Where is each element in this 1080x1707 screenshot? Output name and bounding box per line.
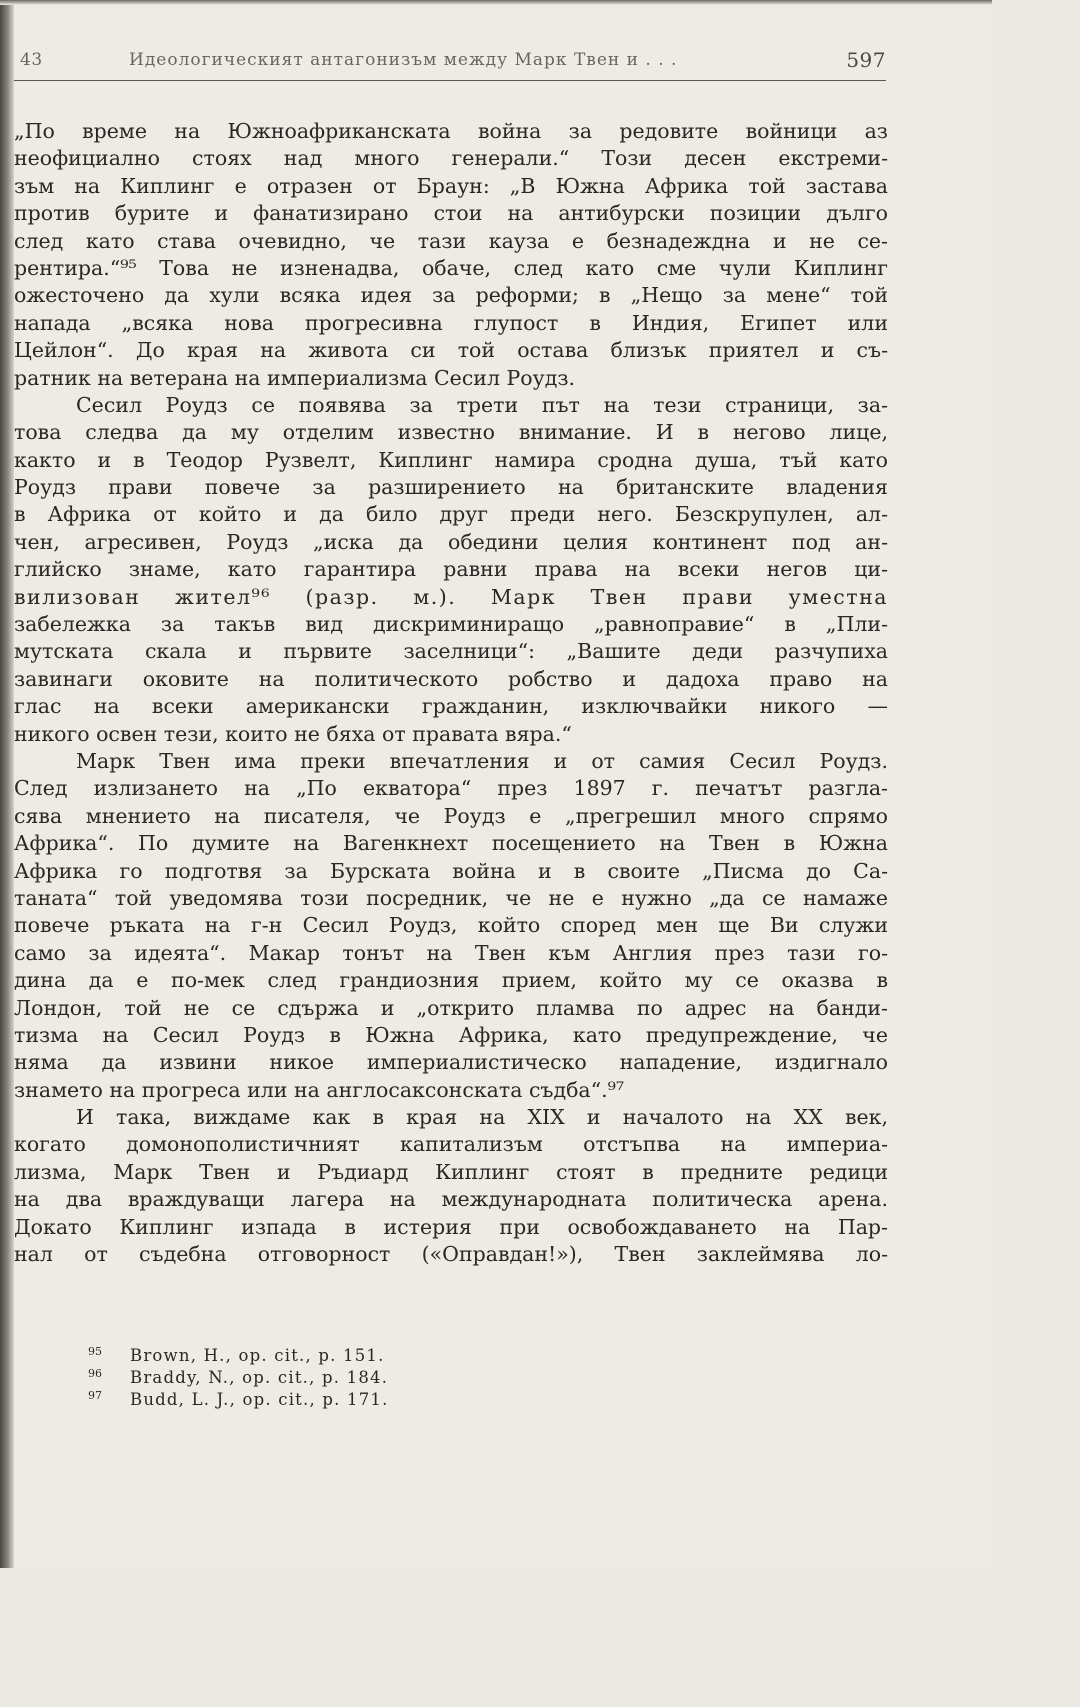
text-line: тизма на Сесил Роудз в Южна Африка, като предупреждение, че xyxy=(14,1022,888,1047)
text-line: дина да е по-мек след грандиозния прием, който му се оказва в xyxy=(14,968,888,993)
page-binding-edge xyxy=(0,0,14,1568)
text-line: напада „всяка нова прогресивна глупост в Индия, Египет или xyxy=(14,310,888,335)
text-line: Роудз прави повече за разширението на британските владения xyxy=(14,475,888,500)
text-line: лизма, Марк Твен и Ръдиард Киплинг стоят в предните редици xyxy=(14,1159,888,1184)
footnote xyxy=(14,1367,888,1389)
footnote-text: Brown, H., op. cit., p. 151. xyxy=(130,1346,385,1365)
text-line: мутската скала и първите заселници“: „Вашите деди разчупиха xyxy=(14,639,888,664)
footnote xyxy=(14,1345,888,1367)
text-line: Африка“. По думите на Вагенкнехт посещението на Твен в Южна xyxy=(14,831,888,856)
text-line: ожесточено да хули всяка идея за реформи; в „Нещо за мене“ той xyxy=(14,283,888,308)
text-line: чен, агресивен, Роудз „иска да обедини целия континент под ан- xyxy=(14,529,888,554)
text-line: забележка за такъв вид дискриминиращо „равноправие“ в „Пли- xyxy=(14,612,888,637)
text-line: знамето на прогреса или на англосаксонската съдба“.⁹⁷ xyxy=(14,1077,625,1102)
text-line: глийско знаме, като гарантира равни права на всеки негов ци- xyxy=(14,557,888,582)
footnotes xyxy=(14,1345,888,1411)
paragraph-start-line: Сесил Роудз се появява за трети път на тези страници, за- xyxy=(76,392,888,417)
text-line: рентира.“⁹⁵ Това не изненадва, обаче, след като сме чули Киплинг xyxy=(14,255,888,280)
text-line: След излизането на „По екватора“ през 1897 г. печатът разгла- xyxy=(14,776,888,801)
text-line: на два враждуващи лагера на международната политическа арена. xyxy=(14,1187,888,1212)
text-line: повече ръката на г-н Сесил Роудз, който според мен ще Ви служи xyxy=(14,913,888,938)
text-line: вилизован жител⁹⁶ (разр. м.). Марк Твен прави уместна xyxy=(14,584,888,609)
text-line: Цейлон“. До края на живота си той остава близък приятел и съ- xyxy=(14,338,888,363)
body-text xyxy=(14,118,888,1268)
text-line: след като става очевидно, че тази кауза е безнадеждна и не се- xyxy=(14,228,888,253)
text-line: това следва да му отделим известно внимание. И в негово лице, xyxy=(14,420,888,445)
text-line: „По време на Южноафриканската война за редовите войници аз xyxy=(14,119,888,143)
text-line: неофициално стоях над много генерали.“ Този десен екстреми- xyxy=(14,146,888,171)
page-number-right: 597 xyxy=(846,48,886,72)
text-line: когато домонополистичният капитализъм отстъпва на империа- xyxy=(14,1132,888,1157)
footnote-text: Budd, L. J., op. cit., p. 171. xyxy=(130,1390,389,1409)
text-line: никого освен тези, които не бяха от правата вяра.“ xyxy=(14,721,572,746)
page-number-left: 43 xyxy=(20,50,43,70)
running-head xyxy=(14,50,886,78)
text-line: както и в Теодор Рузвелт, Киплинг намира сродна душа, тъй като xyxy=(14,447,888,472)
text-line: Докато Киплинг изпада в истерия при освобождаването на Пар- xyxy=(14,1214,888,1239)
running-head-title: Идеологическият антагонизъм между Марк Твен и . . . xyxy=(129,50,678,70)
header-rule xyxy=(14,80,886,81)
text-line: сява мнението на писателя, че Роудз е „прегрешил много спрямо xyxy=(14,803,888,828)
text-line: завинаги оковите на политическото робство и дадоха право на xyxy=(14,666,888,691)
footnote-number: 97 xyxy=(88,1389,102,1402)
text-line: против бурите и фанатизирано стои на антибурски позиции дълго xyxy=(14,201,888,226)
text-line: глас на всеки американски гражданин, изключвайки никого — xyxy=(14,694,888,719)
text-line: Африка го подготвя за Бурската война и в своите „Писма до Са- xyxy=(14,858,888,883)
text-line: Лондон, той не се сдържа и „открито пламва по адрес на банди- xyxy=(14,995,888,1020)
text-line: зъм на Киплинг е отразен от Браун: „В Южна Африка той застава xyxy=(14,173,888,198)
text-line: таната“ той уведомява този посредник, че не е нужно „да се намаже xyxy=(14,885,888,910)
text-line: в Африка от който и да било друг преди него. Безскрупулен, ал- xyxy=(14,502,888,527)
text-line: няма да извини никое империалистическо нападение, издигнало xyxy=(14,1050,888,1075)
paragraph-start-line: И така, виждаме как в края на XIX и началото на XX век, xyxy=(76,1105,888,1130)
text-line: нал от съдебна отговорност («Оправдан!»), Твен заклеймява ло- xyxy=(14,1242,888,1267)
text-line: ратник на ветерана на империализма Сесил Роудз. xyxy=(14,365,576,390)
footnote-text: Braddy, N., op. cit., p. 184. xyxy=(130,1368,389,1387)
page-top-edge xyxy=(0,0,992,5)
paragraph-start-line: Марк Твен има преки впечатления и от самия Сесил Роудз. xyxy=(76,748,888,773)
footnote xyxy=(14,1389,888,1411)
footnote-number: 96 xyxy=(88,1367,102,1380)
text-line: само за идеята“. Макар тонът на Твен към Англия през тази го- xyxy=(14,940,888,965)
footnote-number: 95 xyxy=(88,1345,102,1358)
